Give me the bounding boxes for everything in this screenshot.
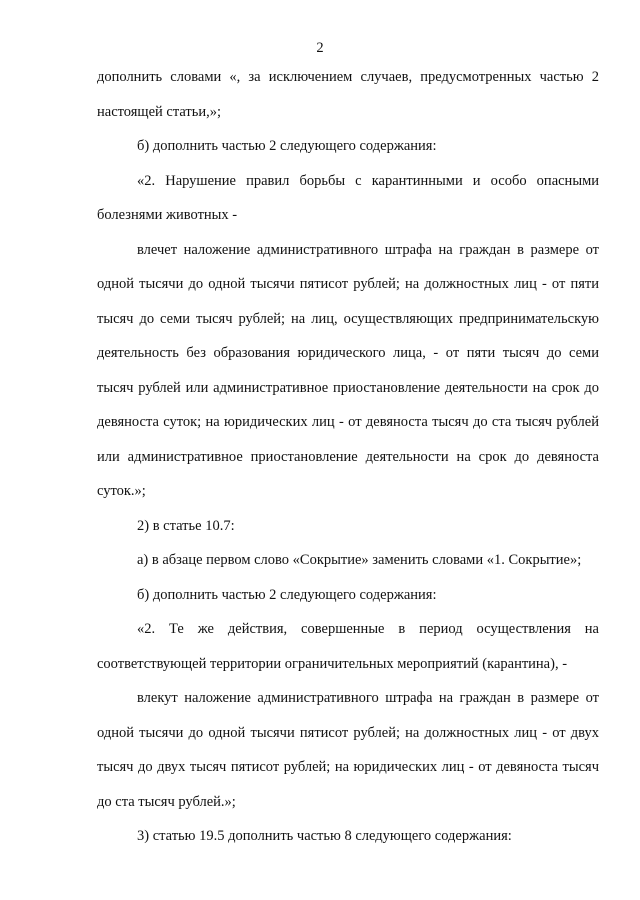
paragraph-8: «2. Те же действия, совершенные в период осуществления на соответствующей территории ограничительных мероприятий (карантина), - xyxy=(97,621,599,672)
page-number: 2 xyxy=(316,40,324,56)
document-body xyxy=(97,60,599,854)
paragraph-2: б) дополнить частью 2 следующего содержания: xyxy=(137,138,437,154)
paragraph-3: «2. Нарушение правил борьбы с карантинными и особо опасными болезнями животных - xyxy=(97,172,599,223)
paragraph-4: влечет наложение административного штрафа на граждан в размере от одной тысячи до одной тысячи пятисот рублей; на должностных лиц - от пяти тысяч до семи тысяч рублей; на лиц, осуществляющих предпринимательскую деятельность без образования юридического лица, - от пяти тысяч до семи тысяч рублей или административное приостановление деятельности на срок до девяноста суток; на юридических лиц - от девяноста тысяч до ста тысяч рублей или административное приостановление деятельности на срок до девяноста суток.»; xyxy=(97,241,599,499)
paragraph-5: 2) в статье 10.7: xyxy=(137,517,235,534)
paragraph-7: б) дополнить частью 2 следующего содержания: xyxy=(137,586,437,603)
paragraph-6: а) в абзаце первом слово «Сокрытие» заменить словами «1. Сокрытие»; xyxy=(137,552,582,568)
paragraph-1: дополнить словами «, за исключением случаев, предусмотренных частью 2 настоящей статьи,»; xyxy=(97,69,599,120)
paragraph-9: влекут наложение административного штрафа на граждан в размере от одной тысячи до одной тысячи пятисот рублей; на должностных лиц - от двух тысяч до двух тысяч пятисот рублей; на юридических лиц - от девяноста тысяч до ста тысяч рублей.»; xyxy=(97,690,599,810)
paragraph-10: 3) статью 19.5 дополнить частью 8 следующего содержания: xyxy=(137,828,512,844)
